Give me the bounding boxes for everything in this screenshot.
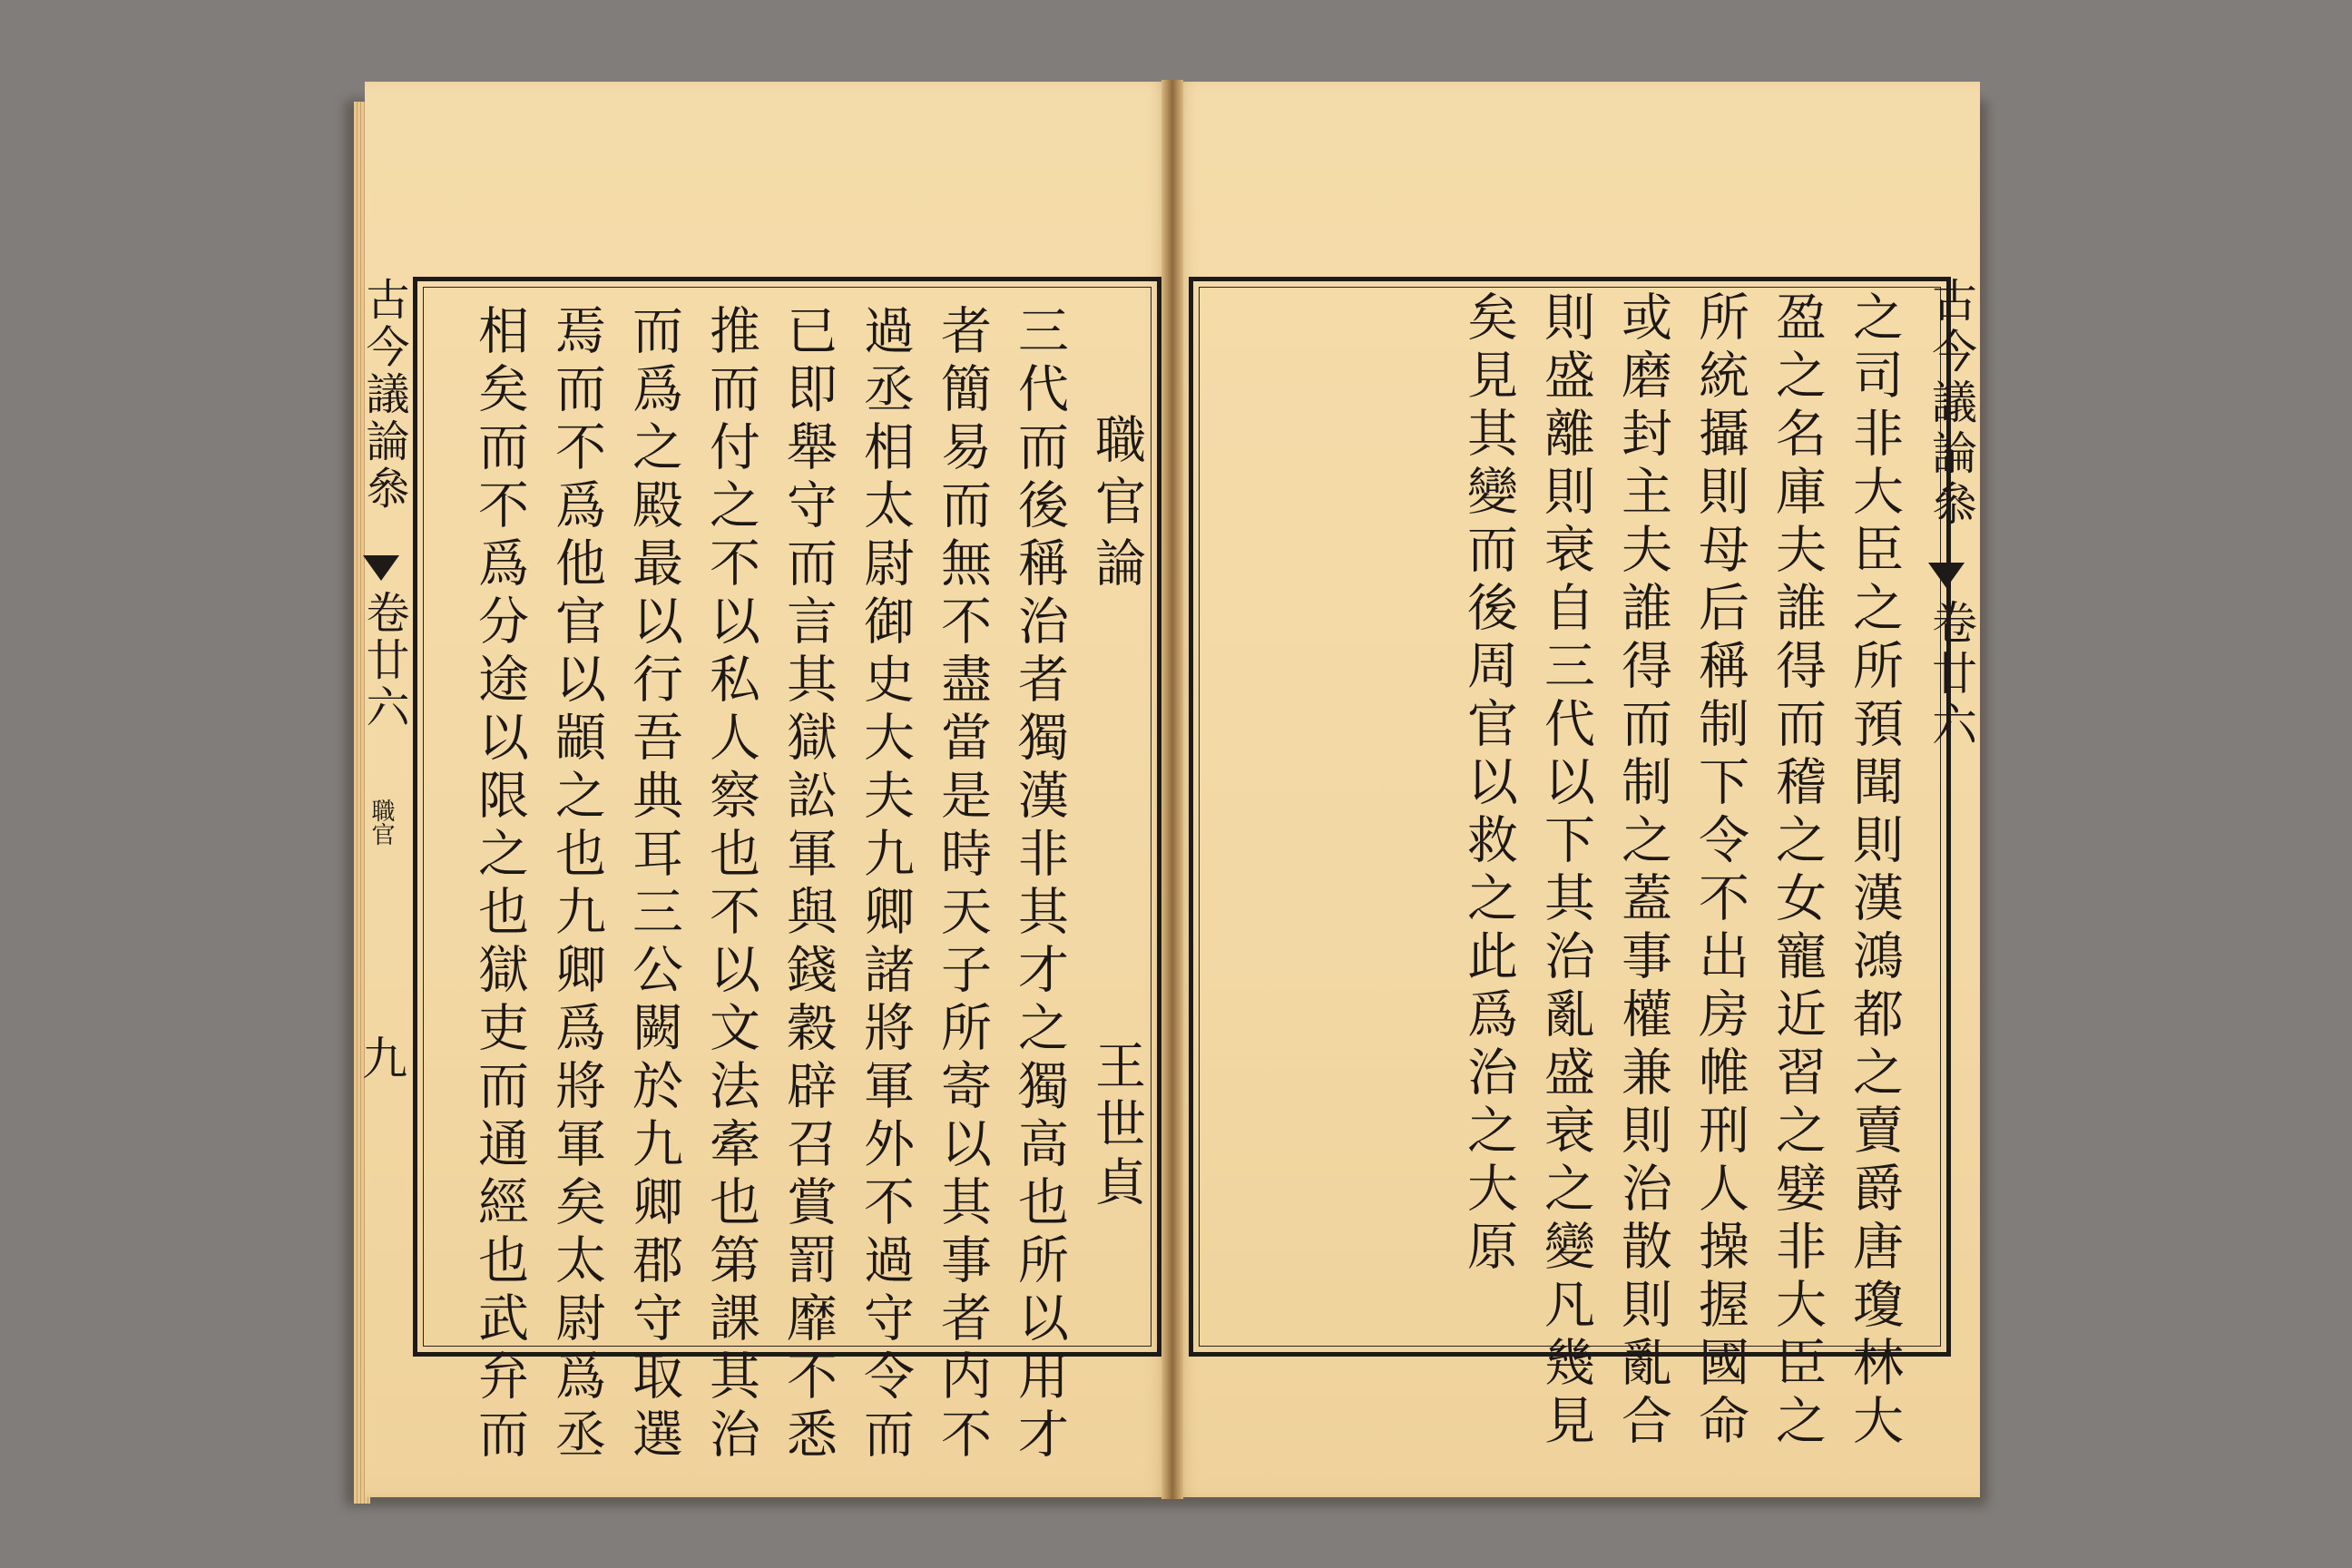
fish-tail-mark-right xyxy=(1928,563,1965,588)
text-column: 焉而不爲他官以顓之也九卿爲將軍矣太尉爲丞 xyxy=(547,304,606,1465)
fish-tail-mark-left xyxy=(363,555,399,581)
spine-volume: 卷廿六 xyxy=(358,590,409,731)
essay-author: 王世貞 xyxy=(1087,1039,1146,1213)
right-banxin-header: 古今議論叅 xyxy=(1925,277,1977,531)
text-column: 已即舉守而言其獄訟軍與錢穀辟召賞罰靡不悉 xyxy=(779,304,838,1465)
text-column: 者簡易而無不盡當是時天子所寄以其事者内不 xyxy=(933,304,992,1465)
essay-title: 職官論 xyxy=(1087,413,1146,598)
spine-page-number: 九 xyxy=(355,1034,407,1080)
text-column: 則盛離則衰自三代以下其治亂盛衰之變凡幾見 xyxy=(1536,290,1595,1452)
text-column: 矣見其變而後周官以救之此爲治之大原 xyxy=(1459,290,1518,1278)
text-column: 三代而後稱治者獨漢非其才之獨高也所以用才 xyxy=(1010,304,1069,1465)
spine-section: 職官 xyxy=(368,799,395,846)
spine-title: 古今議論叅 xyxy=(358,277,409,513)
book-gutter xyxy=(1161,80,1183,1499)
right-banxin-volume: 卷廿六 xyxy=(1925,599,1977,751)
text-column: 過丞相太尉御史大夫九卿諸將軍外不過守令而 xyxy=(856,304,915,1465)
text-column: 而爲之殿最以行吾典耳三公闕於九卿郡守取選 xyxy=(624,304,683,1465)
text-column: 或磨封主夫誰得而制之蓋事權兼則治散則亂合 xyxy=(1613,290,1672,1452)
text-column: 相矣而不爲分途以限之也獄吏而通經也武弁而 xyxy=(470,304,529,1465)
text-column: 之司非大臣之所預聞則漢鴻都之賣爵唐瓊林大 xyxy=(1845,290,1904,1452)
text-column: 所統攝則母后稱制下令不出房帷刑人操握國命 xyxy=(1690,290,1749,1452)
text-column: 推而付之不以私人察也不以文法牽也第課其治 xyxy=(701,304,760,1465)
text-column: 盈之名庫夫誰得而稽之女寵近習之嬖非大臣之 xyxy=(1768,290,1827,1452)
